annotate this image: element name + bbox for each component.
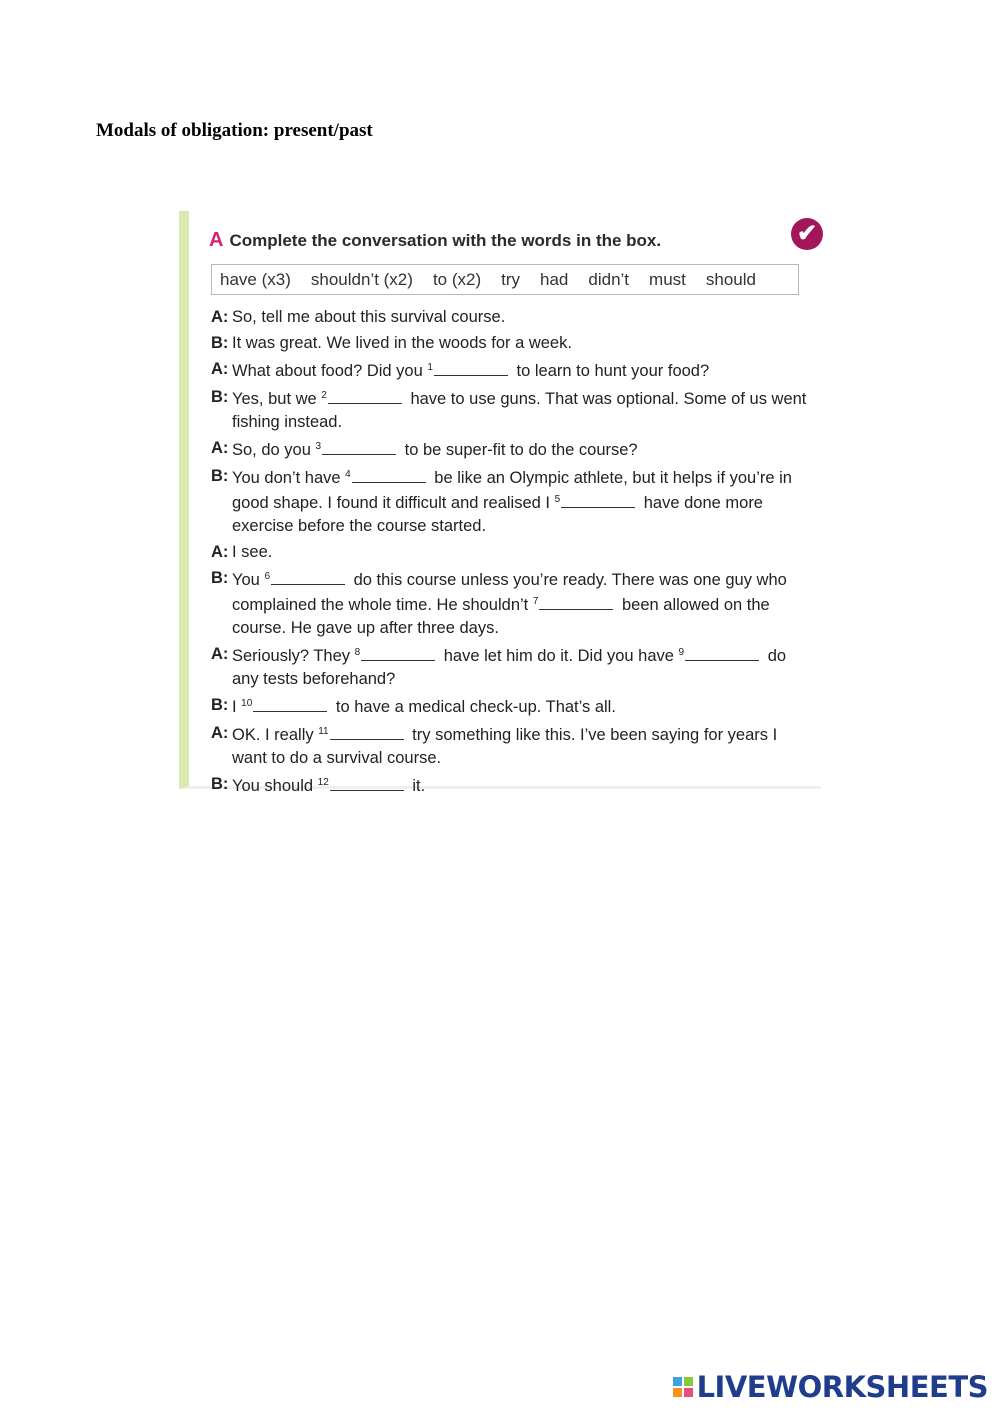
answer-blank[interactable] (361, 643, 435, 661)
answer-blank[interactable] (322, 437, 396, 455)
dialogue-segment: So, do you (232, 441, 316, 459)
word-box-item: must (649, 269, 686, 289)
speaker-label: A: (211, 308, 229, 326)
blank-number: 8 (354, 646, 361, 658)
dialogue-segment: Seriously? They (232, 647, 355, 665)
blank-number: 11 (318, 725, 329, 737)
dialogue-segment: to learn to hunt your food? (511, 362, 710, 380)
dialogue-line (211, 437, 811, 462)
speaker-label: A: (211, 543, 229, 561)
dialogue-line (211, 694, 811, 719)
speaker-label: A: (211, 724, 229, 742)
speaker-label: B: (211, 696, 229, 714)
answer-blank[interactable] (561, 490, 635, 508)
dialogue-segment: have to use guns. That was optional. Some of us went fishing instead. (232, 390, 807, 431)
dialogue-text (232, 465, 811, 538)
speaker-label: A: (211, 645, 229, 663)
speaker-label: B: (211, 467, 229, 485)
dialogue-segment: been allowed on the course. He gave up after three days. (232, 596, 770, 637)
check-icon: ✔ (791, 218, 823, 250)
word-box (211, 264, 799, 295)
speaker-label: A: (211, 439, 229, 457)
answer-blank[interactable] (685, 643, 759, 661)
dialogue-segment: It was great. We lived in the woods for a week. (232, 334, 572, 352)
dialogue-line (211, 541, 811, 564)
word-box-item: didn’t (588, 269, 630, 289)
dialogue-line (211, 643, 811, 691)
speaker-label: B: (211, 388, 229, 406)
dialogue-text (232, 332, 811, 355)
dialogue-text (232, 541, 811, 564)
dialogue-segment: have done more exercise before the course started. (232, 494, 763, 535)
dialogue-line (211, 386, 811, 434)
dialogue-line (211, 465, 811, 538)
word-box-item: shouldn’t (x2) (310, 269, 413, 289)
speaker-label: A: (211, 360, 229, 378)
dialogue-segment: You should (232, 777, 318, 795)
dialogue-line (211, 722, 811, 770)
blank-number: 6 (264, 570, 270, 582)
logo-square (684, 1388, 693, 1397)
blank-number: 9 (678, 646, 685, 658)
word-box-item: to (x2) (432, 269, 482, 289)
dialogue-line (211, 567, 811, 640)
speaker-label: B: (211, 569, 229, 587)
dialogue-text (232, 643, 811, 691)
logo-square (673, 1388, 682, 1397)
dialogue-segment: Yes, but we (232, 390, 322, 408)
word-box-item: should (705, 269, 756, 289)
blank-number: 4 (345, 468, 351, 480)
dialogue-line (211, 358, 811, 383)
dialogue-text (232, 358, 811, 383)
answer-blank[interactable] (330, 773, 404, 791)
exercise-instruction: Complete the conversation with the words in the box. (229, 231, 662, 250)
page-title: Modals of obligation: present/past (96, 120, 373, 141)
exercise-header (209, 229, 661, 252)
dialogue-segment: do this course unless you’re ready. There was one guy who complained the whole time. He shouldn’t (232, 571, 787, 614)
blank-number: 10 (241, 697, 253, 709)
dialogue-text (232, 567, 811, 640)
dialogue-line (211, 306, 811, 329)
dialogue (211, 306, 811, 801)
dialogue-text (232, 694, 811, 719)
answer-blank[interactable] (539, 592, 613, 610)
exercise-letter: A (209, 229, 224, 251)
blank-number: 2 (321, 389, 327, 401)
speaker-label: B: (211, 775, 229, 793)
answer-blank[interactable] (328, 386, 402, 404)
blank-number: 3 (315, 440, 322, 452)
dialogue-segment: be like an Olympic athlete, but it helps if you’re in good shape. I found it difficult and realised I (232, 469, 792, 512)
blank-number: 1 (427, 361, 433, 373)
dialogue-text (232, 437, 811, 462)
liveworksheets-logo-icon (673, 1377, 693, 1397)
exercise-panel (179, 211, 821, 795)
blank-number: 12 (317, 776, 329, 788)
dialogue-segment: So, tell me about this survival course. (232, 308, 506, 326)
dialogue-text (232, 306, 811, 329)
blank-number: 7 (532, 595, 539, 607)
logo-square (673, 1377, 682, 1386)
answer-blank[interactable] (330, 722, 404, 740)
brand-logo (673, 1370, 988, 1404)
dialogue-segment: You (232, 571, 265, 589)
dialogue-segment: What about food? Did you (232, 362, 428, 380)
word-box-item: had (540, 269, 569, 289)
answer-blank[interactable] (434, 358, 508, 376)
dialogue-segment: to have a medical check-up. That’s all. (331, 698, 616, 716)
dialogue-segment: to be super-fit to do the course? (400, 441, 638, 459)
dialogue-segment: I see. (232, 543, 273, 561)
dialogue-segment: You don’t have (232, 469, 346, 487)
dialogue-text (232, 722, 811, 770)
word-box-item: try (501, 269, 521, 289)
dialogue-segment: I (232, 698, 242, 716)
blank-number: 5 (554, 493, 561, 505)
speaker-label: B: (211, 334, 229, 352)
dialogue-segment: have let him do it. Did you have (439, 647, 679, 665)
dialogue-text (232, 386, 811, 434)
dialogue-line (211, 332, 811, 355)
logo-square (684, 1377, 693, 1386)
dialogue-segment: it. (407, 777, 426, 795)
answer-blank[interactable] (352, 465, 426, 483)
answer-blank[interactable] (253, 694, 327, 712)
word-box-item: have (x3) (220, 269, 291, 289)
dialogue-text (232, 773, 811, 798)
dialogue-segment: do any tests beforehand? (232, 647, 787, 688)
answer-blank[interactable] (271, 567, 345, 585)
dialogue-segment: try something like this. I’ve been saying for years I want to do a survival course. (232, 726, 778, 767)
brand-name: LIVEWORKSHEETS (696, 1370, 988, 1404)
dialogue-line (211, 773, 811, 798)
dialogue-segment: OK. I really (232, 726, 319, 744)
